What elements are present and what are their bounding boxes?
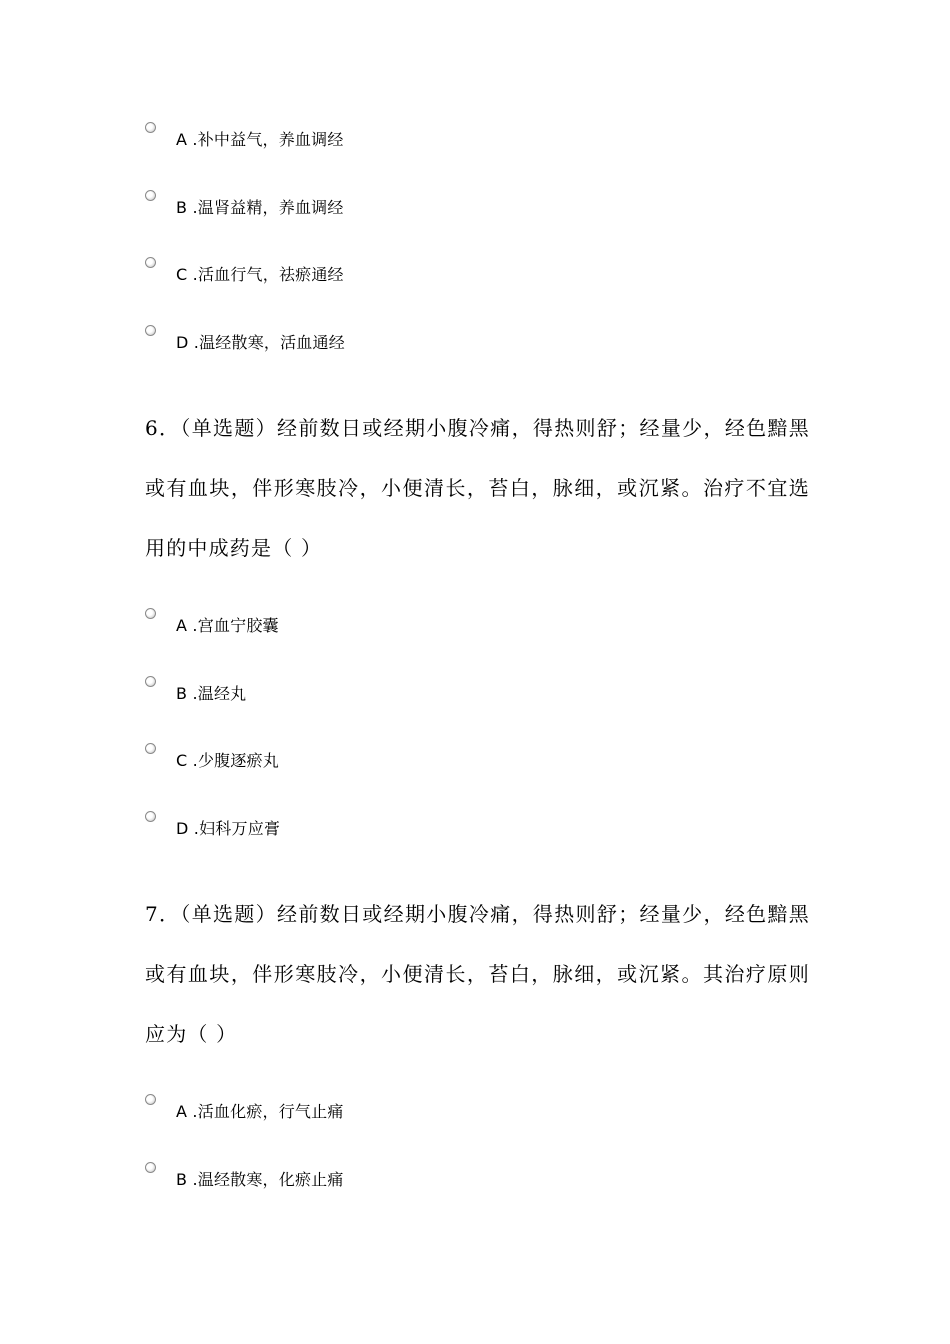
radio-button-icon[interactable] [145,190,156,201]
option-label: B .温肾益精，养血调经 [176,198,344,217]
option-label: A .补中益气，养血调经 [176,130,344,149]
radio-button-icon[interactable] [145,676,156,687]
option-label: A .活血化瘀，行气止痛 [176,1102,344,1121]
question-6-text: 6．（单选题）经前数日或经期小腹冷痛，得热则舒；经量少，经色黯黑或有血块，伴形寒肢冷，小便清长，苔白，脉细，或沉紧。治疗不宜选用的中成药是（ ） [145,416,810,560]
radio-button-icon[interactable] [145,1162,156,1173]
option-label: A .宫血宁胶囊 [176,616,279,635]
radio-button-icon[interactable] [145,608,156,619]
radio-button-icon[interactable] [145,743,156,754]
radio-button-icon[interactable] [145,257,156,268]
option-label: C .少腹逐瘀丸 [176,751,279,770]
option-label: B .温经散寒，化瘀止痛 [176,1170,344,1189]
radio-button-icon[interactable] [145,811,156,822]
radio-button-icon[interactable] [145,325,156,336]
radio-button-icon[interactable] [145,1094,156,1105]
question-7-text: 7．（单选题）经前数日或经期小腹冷痛，得热则舒；经量少，经色黯黑或有血块，伴形寒肢冷，小便清长，苔白，脉细，或沉紧。其治疗原则应为（ ） [145,902,810,1046]
option-label: D .温经散寒，活血通经 [176,333,345,352]
radio-button-icon[interactable] [145,122,156,133]
option-label: C .活血行气，祛瘀通经 [176,265,344,284]
option-label: D .妇科万应膏 [176,819,281,838]
option-label: B .温经丸 [176,684,247,703]
